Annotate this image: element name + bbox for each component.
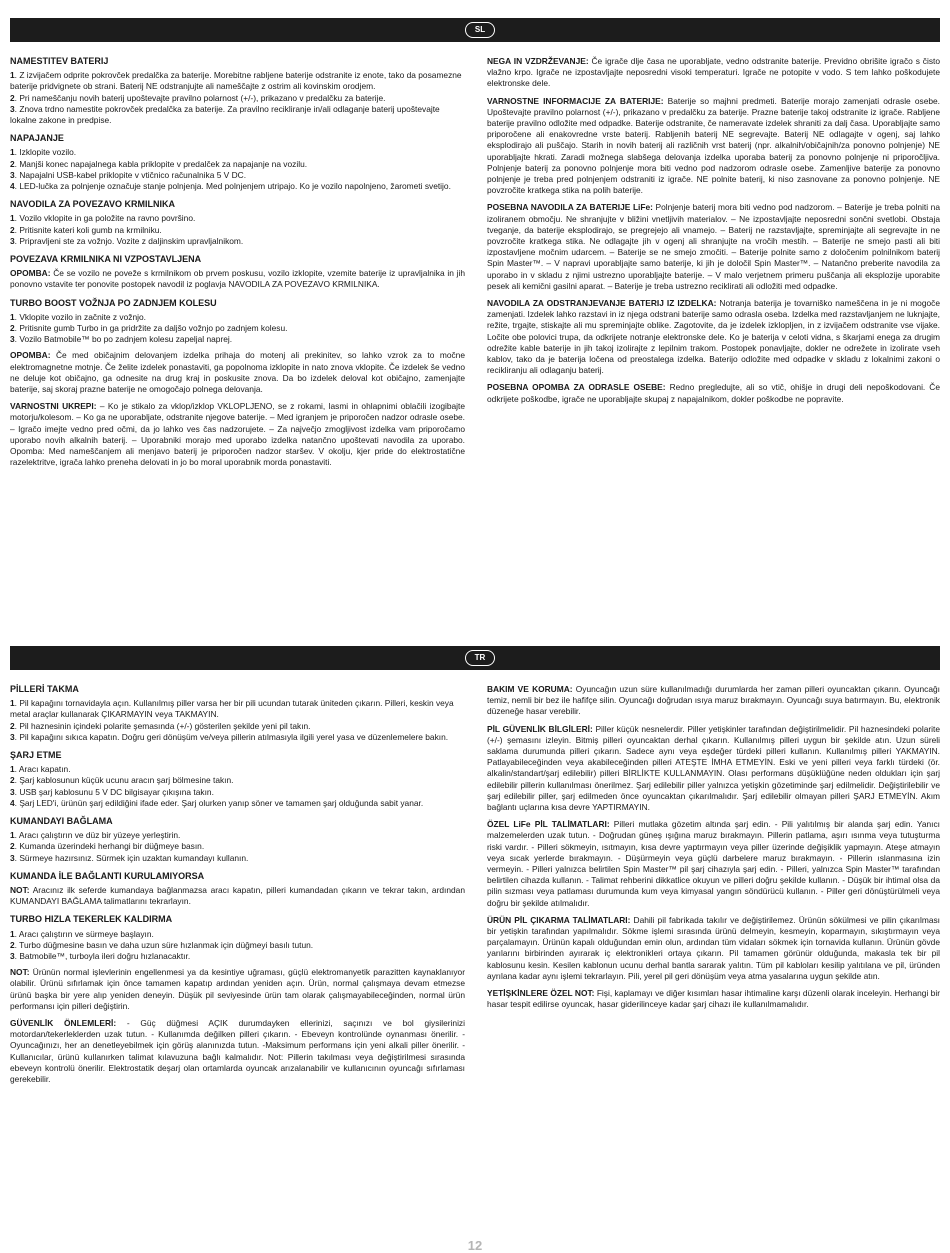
step-number: 3 xyxy=(10,951,15,962)
step-number: 2 xyxy=(10,841,15,852)
step-item xyxy=(10,929,465,940)
step-item xyxy=(10,170,465,181)
paragraph-text: Oyuncağın uzun süre kullanılmadığı durumlarda her zaman pilleri oyuncaktan çıkarın. Oyuncağı temiz, nemli bir bez ile hafifçe silin. Oyuncağı doğrudan ısıya maruz bırakmayın. Oyuncağı suya batırmayın. Bu, elektronik düzeneğe hasar verebilir. xyxy=(487,684,940,717)
step-number: 2 xyxy=(10,224,15,235)
language-badge-sl: SL xyxy=(465,22,495,38)
paragraph-lead: ÜRÜN PİL ÇIKARMA TALİMATLARI: xyxy=(487,914,631,925)
step-number: 3 xyxy=(10,731,15,742)
paragraph-lead: BAKIM VE KORUMA: xyxy=(487,684,573,694)
step-item xyxy=(10,236,465,247)
step-text: . Aracı çalıştırın ve sürmeye başlayın. xyxy=(14,928,154,939)
step-item xyxy=(10,213,465,224)
step-text: . Aracı kapatın. xyxy=(14,764,71,775)
section-heading: POVEZAVA KRMILNIKA NI VZPOSTAVLJENA xyxy=(10,254,202,265)
paragraph-text: Če se vozilo ne poveže s krmilnikom ob prvem poskusu, vozilo izklopite, vzemite baterije iz upravljalnika in jih ponovno vstavite ter ponovite postopek navodil iz poglavja NAVODILA ZA POVEZAVO KRMILNIKA. xyxy=(10,268,465,290)
step-list xyxy=(10,698,465,743)
step-number: 4 xyxy=(10,797,15,808)
step-item xyxy=(10,225,465,236)
step-item xyxy=(10,732,465,743)
paragraph xyxy=(487,684,940,718)
step-item xyxy=(10,841,465,852)
step-number: 2 xyxy=(10,158,15,169)
step-item xyxy=(10,181,465,192)
paragraph xyxy=(487,988,940,1010)
step-item xyxy=(10,147,465,158)
paragraph-lead: NOT: xyxy=(10,885,30,896)
step-text: . USB şarj kablosunu 5 V DC bilgisayar çıkışına takın. xyxy=(14,786,214,797)
paragraph-lead: ÖZEL LiFe PİL TALİMATLARI: xyxy=(487,819,610,830)
step-text: . Z izvijačem odprite pokrovček predalčka za baterije. Morebitne rabljene baterije odstranite iz enote, tako da posamezne baterije pridvignete ob strani. Baterij NE odstranjujte ali nameščajte z ostrim ali kovinskim orodjem. xyxy=(10,70,462,92)
step-number: 2 xyxy=(10,775,15,786)
paragraph-text: - Güç düğmesi AÇIK durumdayken ellerinizi, saçınızı ve bol giysilerinizi motordan/tekerleklerden uzak tutun. - Kullanımda değilken pilleri çıkarın. - Ebeveyn kontrolünde oynanması önerilir. - Oyuncağınızı, her an denetleyebilmek için görüş alanınızda tutun. -Maksimum performans için yeni alkali piller önerilir. - Kullanıcılar, ürünü kullanırken talimat kılavuzuna bağlı kalmalıdır. Not: Pillerin takılması veya değiştirilmesi sırasında ebeveyn kontrolü önerilir. Elektrostatik deşarj olan ortamlarda oyuncak arızalanabilir ve kullanıcının oyuncağı sıfırlaması gerekebilir. xyxy=(10,1018,465,1085)
step-item xyxy=(10,334,465,345)
paragraph-text: Polnjenje baterij mora biti vedno pod nadzorom. – Baterije je treba polniti na izoliranem območju. Ne shranjujte v bližini vnetljivih materialov. – Ne izpostavljajte neposredni sončni svetlobi. Obstaja tveganje, da baterije eksplodirajo, se pregrejejo ali vnamejo. – Baterij ne razstavljajte, spreminjajte ali segrevajte in ne povzročite kratkega stika. Ne odlagajte jih v ogenj ali shranjujte na vročih mestih. – Baterije ne smejo pasti ali biti izpostavljene močnim udarcem. – Baterije se ne smejo zmočiti. – Baterije polnite samo z določenim polnilnikom baterij Spin Master™. – V napravi uporabljajte samo baterije, ki jih je določil Spin Master™. – Natančno preberite navodila za uporabo in v skladu z njimi ustrezno uporabljajte baterije. – V malo verjetnem primeru puščanja ali eksplozije uporabite pesek ali kemični gasilni aparat. – Baterije je treba ustrezno reciklirati ali odložiti med odpadke. xyxy=(487,202,940,291)
paragraph xyxy=(487,96,940,197)
paragraph-text: Pilleri mutlaka gözetim altında şarj edin. - Pili yalıtılmış bir alanda şarj edin. Yanıcı malzemelerden uzak tutun. - Doğrudan güneş ışığına maruz bırakmayın. Pillerin patlama, aşırı ısınma veya tutuşturma riski vardır. - Pilleri sökmeyin, ısıtmayın, kısa devre yaptırmayın veya piller üzerinde değişiklik yapmayın. Ateşe atmayın veya sıcak yerlerde bırakmayın. - Düşürmeyin veya güçlü darbelere maruz bırakmayın. - Pillerin ıslanmasına izin vermeyin. - Pilleri yalnızca belirtilen Spin Master™ pil şarj cihazıyla şarj edin. - Pilleri, yalnızca Spin Master™ tarafından belirtilen cihazda kullanın. - Talimat rehberini dikkatlice okuyun ve pilleri doğru şekilde kullanın. - Düşük bir ihtimal olsa da pilin sızması veya patlaması durumunda kum veya kimyasal yangın söndürücü kullanın. - Piller geri dönüştürülmeli veya doğru bir şekilde atılmalıdır. xyxy=(487,819,941,908)
step-text: . Napajalni USB-kabel priklopite v vtičnico računalnika 5 V DC. xyxy=(14,169,247,180)
section-heading: PİLLERİ TAKMA xyxy=(10,684,79,694)
paragraph-text: Ürünün normal işlevlerinin engellenmesi ya da kesintiye uğraması, güçlü elektromanyetik parazitten kaynaklanıyor olabilir. Ürünü sıfırlamak için önce tamamen kapatıp ardından yeniden açın. Ürün, normal çalışmaya devam etmezse ürünü başka bir yere alıp yeniden deneyin. Düşük pil seviyesinde ürün tam olarak çalışmayabileceğinden, normal ürün performansı için pilleri değiştirin. xyxy=(10,967,465,1011)
step-text: . Vklopite vozilo in začnite z vožnjo. xyxy=(14,311,146,322)
step-number: 2 xyxy=(10,323,15,334)
paragraph xyxy=(487,56,940,90)
paragraph xyxy=(487,724,940,814)
step-list xyxy=(10,929,465,963)
step-text: . Pil kapağını sıkıca kapatın. Doğru geri dönüşüm ve/veya pillerin atılmasıyla ilgili yerel yasa ve düzenlemelere bakın. xyxy=(14,731,449,742)
paragraph-text: Notranja baterija je tovarniško nameščena in je ni mogoče zamenjati. Izdelek lahko razstavi in iz njega odstrani baterije samo odrasla oseba. Izdelka med razstavljanjem ne luknjajte, režite, trgajte, stiskajte ali mu spreminjajte oblike. Zagotovite, da je izdelek izklopljen, in z izvijačem odstranite vse vijake. Ločite obe polovici trupa, da odkrijete notranje elektronske dele. Ko je baterija v celoti vidna, s škarjami enega za drugim odrežite kable baterije in jih takoj izolirajte z lepilnim trakom. Postopek ponavljajte, dokler ne odrežete in izolirate vseh kablov, tako da je baterija ločena od preostalega izdelka. Baterijo odložite med odpadke v skladu z lokalnimi zakoni o recikliranju ali odlaganju baterij. xyxy=(487,298,940,376)
tr-left-column xyxy=(10,684,465,1091)
paragraph-lead: OPOMBA: xyxy=(10,268,51,279)
section-heading: KUMANDAYI BAĞLAMA xyxy=(10,816,113,827)
section-heading: KUMANDA İLE BAĞLANTI KURULAMIYORSA xyxy=(10,870,205,881)
step-item xyxy=(10,721,465,732)
paragraph xyxy=(487,202,940,292)
step-item xyxy=(10,323,465,334)
step-text: . Sürmeye hazırsınız. Sürmek için uzaktan kumandayı kullanın. xyxy=(14,852,249,863)
step-text: . Znova trdno namestite pokrovček predalčka za baterije. Za pravilno recikliranje in/ali odlaganje baterij upoštevajte lokalne zakone in predpise. xyxy=(10,103,440,126)
step-item xyxy=(10,93,465,104)
step-text: . Kumanda üzerindeki herhangi bir düğmeye basın. xyxy=(14,841,205,852)
paragraph xyxy=(10,401,465,468)
step-number: 1 xyxy=(10,928,15,939)
paragraph xyxy=(10,268,465,290)
step-number: 1 xyxy=(10,147,15,158)
step-text: . Aracı çalıştırın ve düz bir yüzeye yerleştirin. xyxy=(14,830,181,841)
paragraph-lead: VARNOSTNE INFORMACIJE ZA BATERIJE: xyxy=(487,95,664,106)
step-number: 1 xyxy=(10,70,15,81)
step-text: . Pil kapağını tornavidayla açın. Kullanılmış piller varsa her bir pili ucundan tutarak üniteden çıkarın. Pilleri, keskin veya metal araçlar kullanarak ÇIKARMAYIN veya TAKMAYIN. xyxy=(10,698,454,720)
step-number: 3 xyxy=(10,786,15,797)
step-list xyxy=(10,147,465,192)
paragraph xyxy=(487,298,940,376)
section-heading: NAVODILA ZA POVEZAVO KRMILNIKA xyxy=(10,199,175,210)
step-list xyxy=(10,312,465,346)
paragraph-text: Dahili pil fabrikada takılır ve değiştirilemez. Ürünün sökülmesi ve pilin çıkarılması bir yetişkin tarafından yapılmalıdır. Sökme işlemi sırasında ürünü delmeyin, kesmeyin, koparmayın, sıkıştırmayın veya parçalamayın. Ürünün kapalı olduğundan emin olun, ardından tüm vidaları sökmek için tornavida kullanın. Ürünün gövde yarılarını birbirinden ayırarak iç elektronikleri ortaya çıkarın. Pil tamamen görünür olduğunda, makasla tek bir pil kablosunu kesin. Kesilen kablonun ucunu derhal bantla sararak yalıtın. Tüm pil kabloları kesilip yalıtılana ve pil, üründen ayrılana kadar aynı işlemi tekrarlayın. Pili, yerel pil geri dönüşüm veya atma yasalarına uygun şekilde atın. xyxy=(487,914,940,981)
paragraph-lead: NEGA IN VZDRŽEVANJE: xyxy=(487,56,589,66)
paragraph-text: Redno pregledujte, ali so vtič, ohišje in drugi deli nepoškodovani. Če odkrijete poškodbe, igrače ne uporabljajte skupaj z napajalnikom, dokler poškodbe ne popravite. xyxy=(487,382,941,404)
step-number: 2 xyxy=(10,720,15,731)
step-item xyxy=(10,853,465,864)
paragraph xyxy=(10,350,465,395)
step-text: . Manjši konec napajalnega kabla priklopite v predalček za napajanje na vozilu. xyxy=(14,158,308,169)
paragraph-lead: VARNOSTNI UKREPI: xyxy=(10,401,97,412)
paragraph-text: Če med običajnim delovanjem izdelka prihaja do motenj ali prekinitev, so lahko vzrok za to močne elektromagnetne motnje. Če želite izdelek ponastaviti, ga popolnoma izklopite in nato znova vklopite. Če izdelek še vedno ne deluje kot običajno, ga odnesite na drug kraj in poskusite znova. Da bo izdelek deloval kot običajno, zamenjajte baterije, saj skoraj prazne baterije ne omogočajo polnega delovanja. xyxy=(10,350,465,395)
sl-left-column xyxy=(10,56,465,475)
language-band-tr xyxy=(10,646,940,670)
step-item xyxy=(10,775,465,786)
step-number: 3 xyxy=(10,334,15,345)
paragraph-lead: OPOMBA: xyxy=(10,350,51,361)
step-text: . Izklopite vozilo. xyxy=(14,147,77,158)
paragraph xyxy=(487,915,940,982)
paragraph-text: Baterije so majhni predmeti. Baterije morajo zamenjati odrasle osebe. Upoštevajte pravilno polarnost (+/-), prikazano v predalčku za baterije. Prazne baterije takoj odstranite iz igrače. Rabljene baterije pravilno odložite med odpadke. Baterije odstranite, če nameravate izdelek shraniti za dalj časa. Uporabljajte samo priporočene ali enakovredne vrste baterij. Rabljenih baterij NE segrevajte. Baterij NE odlagajte v ogenj, saj lahko eksplodirajo ali puščajo. Starih in novih baterij ali različnih vrst baterij (npr. alkalnih/običajnih/za ponovno polnjenje) NE uporabljajte hkrati. Zaradi možnega slabšega delovanja izdelka uporaba baterij za ponovno polnjenje ni priporočljiva. Polnjenje baterij za ponovno polnjenje mora biti vedno pod nadzorom odrasle osebe. Zamenljive baterije za ponovno polnjenje je treba pred polnjenjem odstraniti iz igrače. NE polnite baterij, ki niso zasnovane za ponovno polnjenje. NE povzročite kratkega stika na polih baterije. xyxy=(487,95,940,196)
paragraph-text: Če igrače dlje časa ne uporabljate, vedno odstranite baterije. Previdno obrišite igračo s čisto vlažno krpo. Igrače ne izpostavljajte neposredni visoki temperaturi. Igrače ne potopite v vodo. S tem lahko poškodujete elektronske dele. xyxy=(487,56,940,89)
step-number: 1 xyxy=(10,764,15,775)
step-text: . Pripravljeni ste za vožnjo. Vozite z daljinskim upravljalnikom. xyxy=(14,235,244,246)
step-item xyxy=(10,159,465,170)
step-text: . Pritisnite kateri koli gumb na krmilniku. xyxy=(14,224,162,235)
step-text: . Vozilo Batmobile™ bo po zadnjem kolesu zapeljal naprej. xyxy=(14,334,233,345)
section-heading: TURBO HIZLA TEKERLEK KALDIRMA xyxy=(10,914,173,925)
paragraph-text: Piller küçük nesnelerdir. Piller yetişkinler tarafından değiştirilmelidir. Pil haznesindeki polarite (+/-) şemasını izleyin. Bitmiş pilleri oyuncaktan derhal çıkarın. Kullanılmış pilleri uygun bir şekilde atın. Uzun süreli saklama durumunda pilleri çıkarın. Sadece aynı veya eşdeğer türdeki pilleri kullanın. Kullanılmış pilleri YAKMAYIN. Patlayabileceğinden veya akabileceğinden pilleri ATEŞTE İMHA ETMEYİN. Eski ve yeni pilleri veya farklı türdeki (ör. alkalin/standart/şarj edilebilir) pilleri BİRLİKTE KULLANMAYIN. Olası performans düşüklüğüne neden oldukları için şarj edilebilir pillerin kullanılması önerilmez. Şarj edilebilir piller yalnızca yetişkin gözetiminde şarj edilmelidir. Değiştirilebilir ve şarj edilebilir piller, şarj edilmeden önce oyuncaktan çıkarılmalıdır. Şarj edilebilir olmayan pilleri ŞARJ ETMEYİN. Akım bağlantı uçlarına kısa devre YAPTIRMAYIN. xyxy=(487,723,940,813)
paragraph-text: Fişi, kaplamayı ve diğer kısımları hasar ihtimaline karşı düzenli olarak inceleyin. Herhangi bir hasar tespit edilirse oyuncak, hasar giderilinceye kadar şarj cihazı ile kullanılmamalıdır. xyxy=(487,988,940,1010)
section-heading: TURBO BOOST VOŽNJA PO ZADNJEM KOLESU xyxy=(10,297,217,308)
paragraph xyxy=(487,382,940,404)
step-text: . Turbo düğmesine basın ve daha uzun süre hızlanmak için düğmeyi basılı tutun. xyxy=(14,939,314,950)
paragraph-text: Aracınız ilk seferde kumandaya bağlanmazsa aracı kapatın, pilleri kumandadan çıkarın ve tekrar takın, ardından KUMANDAYI BAĞLAMA talimatlarını tekrarlayın. xyxy=(10,885,465,907)
tr-right-column xyxy=(487,684,940,1016)
step-number: 1 xyxy=(10,698,15,709)
step-text: . LED-lučka za polnjenje označuje stanje polnjenja. Med polnjenjem utripajo. Ko je vozilo napolnjeno, žarometi svetijo. xyxy=(14,181,451,192)
step-item xyxy=(10,698,465,720)
paragraph-text: – Ko je stikalo za vklop/izklop VKLOPLJENO, se z rokami, lasmi in ohlapnimi oblačili izogibajte motorju/kolesom. – Ko ga ne uporabljate, odstranite njegove baterije. – Med igranjem je priporočen nadzor odrasle osebe. – Igračo imejte vedno pred očmi, da jo lahko ves čas nadzorujete. – Za največjo zmogljivost izdelka vam priporočamo uporabo novih alkalnih baterij. – Uporabniki morajo med uporabo izdelka natančno upoštevati navodila za uporabo. Opomba: Med nameščanjem ali menjavo baterij je priporočen nadzor staršev. V okolju, kjer pride do elektrostatične razelektritve, igrača lahko preneha delovati in jo bo moral uporabnik morda ponastaviti. xyxy=(10,401,465,468)
step-number: 3 xyxy=(10,103,15,114)
step-number: 3 xyxy=(10,169,15,180)
section-heading: NAMESTITEV BATERIJ xyxy=(10,56,109,66)
step-item xyxy=(10,764,465,775)
step-list xyxy=(10,764,465,809)
step-text: . Şarj LED'i, ürünün şarj edildiğini ifade eder. Şarj olurken yanıp söner ve tamamen şarj olduğunda sabit yanar. xyxy=(14,797,424,808)
section-heading: ŞARJ ETME xyxy=(10,750,62,761)
step-text: . Pri nameščanju novih baterij upoštevajte pravilno polarnost (+/-), prikazano v predalčku za baterije. xyxy=(14,92,386,103)
step-number: 1 xyxy=(10,213,15,224)
step-number: 3 xyxy=(10,235,15,246)
step-text: . Vozilo vklopite in ga položite na ravno površino. xyxy=(14,213,196,224)
paragraph xyxy=(10,967,465,1012)
step-item xyxy=(10,104,465,126)
paragraph-lead: YETİŞKİNLERE ÖZEL NOT: xyxy=(487,988,595,999)
step-number: 3 xyxy=(10,852,15,863)
language-badge-tr: TR xyxy=(465,650,495,666)
step-number: 4 xyxy=(10,181,15,192)
section-heading: NAPAJANJE xyxy=(10,133,64,144)
step-text: . Pritisnite gumb Turbo in ga pridržite za daljšo vožnjo po zadnjem kolesu. xyxy=(14,323,288,334)
sl-right-column xyxy=(487,56,940,411)
language-band-sl xyxy=(10,18,940,42)
paragraph-lead: POSEBNA OPOMBA ZA ODRASLE OSEBE: xyxy=(487,382,666,393)
step-item xyxy=(10,830,465,841)
step-list xyxy=(10,213,465,247)
step-list xyxy=(10,70,465,126)
step-text: . Pil haznesinin içindeki polarite şemasında (+/-) gösterilen şekilde yeni pil takın. xyxy=(14,720,311,731)
step-number: 2 xyxy=(10,939,15,950)
paragraph-lead: PİL GÜVENLİK BİLGİLERİ: xyxy=(487,723,593,734)
step-item xyxy=(10,798,465,809)
step-list xyxy=(10,830,465,864)
step-item xyxy=(10,70,465,92)
paragraph-lead: NOT: xyxy=(10,967,30,978)
step-item xyxy=(10,940,465,951)
paragraph-lead: NAVODILA ZA ODSTRANJEVANJE BATERIJ IZ IZDELKA: xyxy=(487,298,717,309)
step-item xyxy=(10,787,465,798)
paragraph xyxy=(10,1018,465,1085)
step-text: . Şarj kablosunun küçük ucunu aracın şarj bölmesine takın. xyxy=(14,775,234,786)
step-item xyxy=(10,951,465,962)
step-text: . Batmobile™, turboyla ileri doğru hızlanacaktır. xyxy=(14,951,191,962)
step-number: 1 xyxy=(10,830,15,841)
step-number: 2 xyxy=(10,92,15,103)
page-number: 12 xyxy=(467,1238,483,1253)
step-number: 1 xyxy=(10,311,15,322)
paragraph-lead: GÜVENLİK ÖNLEMLERİ: xyxy=(10,1018,117,1029)
step-item xyxy=(10,312,465,323)
paragraph xyxy=(487,819,940,909)
paragraph-lead: POSEBNA NAVODILA ZA BATERIJE LiFe: xyxy=(487,202,653,213)
paragraph xyxy=(10,885,465,907)
